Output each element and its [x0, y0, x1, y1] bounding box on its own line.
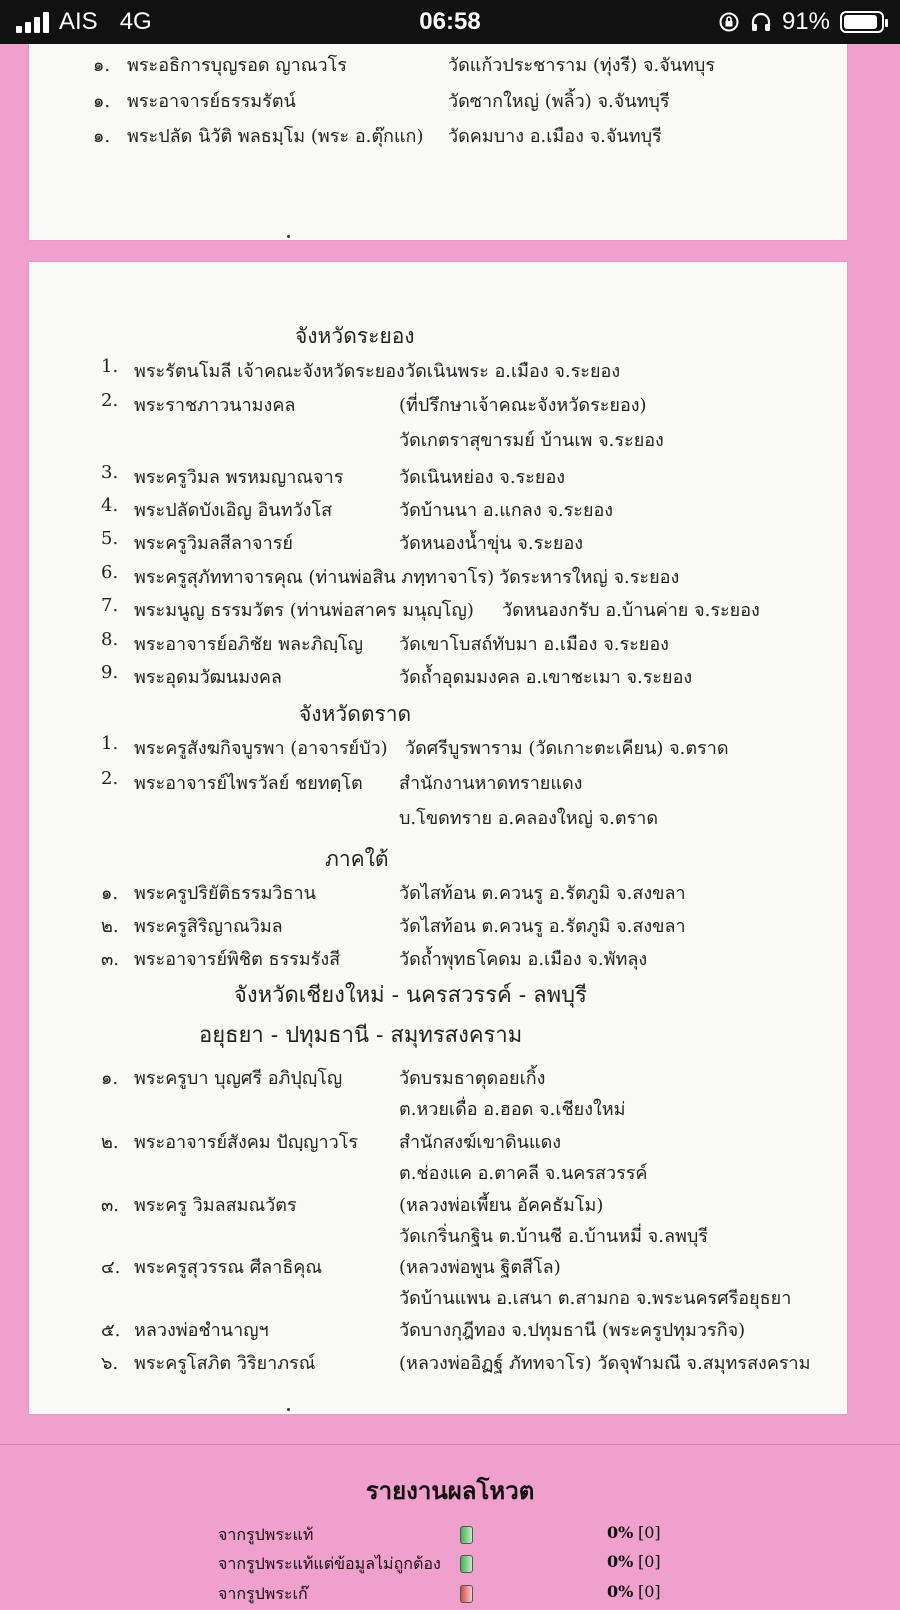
list-number: 7. — [101, 595, 119, 616]
monk-name: พระครูสิริญาณวิมล — [134, 916, 283, 937]
monk-name: พระอาจารย์พิชิต ธรรมรังสี — [134, 949, 341, 970]
list-number: ๑. — [93, 126, 111, 147]
list-number: ๕. — [101, 1320, 121, 1341]
monk-name: หลวงพ่อชำนาญฯ — [134, 1320, 269, 1341]
temple-location: (ที่ปรึกษาเจ้าคณะจังหวัดระยอง) — [399, 395, 647, 416]
monk-name: พระครูบา บุญศรี อภิปุญฺโญ — [134, 1068, 343, 1089]
temple-location: วัดเกตราสุขารมย์ บ้านเพ จ.ระยอง — [399, 430, 664, 451]
monk-name: พระมนูญ ธรรมวัตร (ท่านพ่อสาคร มนุญฺโญ) — [134, 600, 474, 621]
list-number: 8. — [101, 629, 119, 650]
list-number: ๓. — [101, 1195, 120, 1216]
temple-location: วัดบรมธาตุดอยเกิ้ง — [399, 1068, 546, 1089]
monk-name: พระครูวิมลสีลาจารย์ — [134, 533, 293, 554]
monk-name: พระปลัดบังเอิญ อินทวังโส — [134, 500, 333, 521]
vote-count: [0] — [638, 1582, 661, 1601]
list-number: 2. — [101, 390, 119, 411]
temple-location: วัดคมบาง อ.เมือง จ.จันทบุรี — [448, 126, 662, 147]
list-number: ๖. — [101, 1353, 119, 1374]
monk-name: พระอาจารย์ธรรมรัตน์ — [127, 91, 296, 112]
temple-location: วัดบางกุฎีทอง จ.ปทุมธานี (พระครูปทุมวรกิจ) — [399, 1320, 746, 1341]
monk-name: พระครู วิมลสมณวัตร — [134, 1195, 297, 1216]
list-number: ๑. — [101, 1068, 119, 1089]
vote-count: [0] — [638, 1552, 661, 1571]
vote-label: จากรูปพระเก๊ — [218, 1584, 308, 1603]
monk-name: พระอาจารย์ไพรวัลย์ ชยทตฺโต — [134, 773, 363, 794]
vote-label: จากรูปพระแท้แต่ข้อมูลไม่ถูกต้อง — [218, 1554, 441, 1573]
clock: 06:58 — [419, 8, 481, 35]
orientation-lock-icon — [718, 11, 740, 33]
battery-icon — [840, 11, 884, 33]
list-number: ๔. — [101, 1257, 121, 1278]
monk-name: พระครูวิมล พรหมญาณจาร — [134, 467, 344, 488]
temple-location: วัดเนินพระ อ.เมือง จ.ระยอง — [405, 361, 621, 382]
temple-location: วัดเกริ่นกฐิน ต.บ้านชี อ.บ้านหมี่ จ.ลพบุรี — [399, 1226, 708, 1247]
list-number: ๓. — [101, 949, 120, 970]
vote-report — [0, 1444, 900, 1601]
section-heading: จังหวัดตราด — [299, 702, 412, 726]
temple-location: วัดซากใหญ่ (พลิ้ว) จ.จันทบุรี — [448, 91, 670, 112]
temple-location: วัดถ้ำพุทธโคดม อ.เมือง จ.พัทลุง — [399, 949, 648, 970]
temple-location: ต.ช่องแค อ.ตาคลี จ.นครสวรรค์ — [399, 1163, 648, 1184]
list-number: 1. — [101, 356, 119, 377]
temple-location: บ.โขดทราย อ.คลองใหญ่ จ.ตราด — [399, 808, 659, 829]
status-light-icon — [460, 1585, 473, 1603]
temple-location: วัดหนองน้ำขุ่น จ.ระยอง — [399, 533, 584, 554]
list-number: ๒. — [101, 916, 119, 937]
vote-label: จากรูปพระแท้ — [218, 1525, 314, 1544]
scan-mark — [287, 235, 290, 238]
vote-percent: 0% — [607, 1582, 634, 1601]
monk-name: พระอาจารย์สังคม ปัญฺญาวโร — [134, 1132, 359, 1153]
temple-location: วัดแก้วประชาราม (ทุ่งรี) จ.จันทบุร — [448, 55, 716, 76]
temple-location: (หลวงพ่ออิฏฐ์ ภัททจาโร) วัดจุฬามณี จ.สมุทรสงคราม — [399, 1353, 811, 1374]
temple-location: สำนักสงฆ์เขาดินแดง — [399, 1132, 562, 1153]
status-bar — [0, 0, 900, 44]
temple-location: วัดบ้านนา อ.แกลง จ.ระยอง — [399, 500, 614, 521]
monk-name: พระราชภาวนามงคล — [134, 395, 296, 416]
list-number: 1. — [101, 733, 119, 754]
document-page-1 — [29, 44, 847, 240]
list-number: 9. — [101, 662, 119, 683]
network-label: 4G — [119, 8, 152, 35]
monk-name: พระรัตนโมลี เจ้าคณะจังหวัดระยอง — [134, 361, 405, 382]
section-heading: ภาคใต้ — [325, 847, 389, 871]
monk-name: พระอุดมวัฒนมงคล — [134, 667, 282, 688]
temple-location: สำนักงานหาดทรายแดง — [399, 773, 583, 794]
monk-name: พระอธิการบุญรอด ญาณวโร — [127, 55, 347, 76]
temple-location: วัดหนองกรับ อ.บ้านค่าย จ.ระยอง — [502, 600, 760, 621]
vote-percent: 0% — [607, 1552, 634, 1571]
list-number: 4. — [101, 495, 119, 516]
monk-name: พระครูโสภิต วิริยาภรณ์ — [134, 1353, 316, 1374]
document-page-2 — [29, 262, 847, 1414]
list-number: ๑. — [93, 55, 111, 76]
status-light-icon — [460, 1526, 473, 1544]
vote-row — [0, 1582, 900, 1610]
monk-name: พระอาจารย์อภิชัย พละภิญฺโญ — [134, 634, 363, 655]
temple-location: ต.หวยเดื่อ อ.ฮอด จ.เชียงใหม่ — [399, 1099, 626, 1120]
list-number: ๑. — [101, 883, 119, 904]
section-heading: จังหวัดเชียงใหม่ - นครสวรรค์ - ลพบุรี — [234, 983, 587, 1008]
vote-report-title: รายงานผลโหวต — [365, 1477, 535, 1505]
monk-name: พระครูสุวรรณ ศีลาธิคุณ — [134, 1257, 323, 1278]
monk-name: พระปลัด นิวัติ พลธมฺโม (พระ อ.ตุ๊กแก) — [127, 126, 424, 147]
temple-location: วัดศรีบูรพาราม (วัดเกาะตะเคียน) จ.ตราด — [405, 738, 729, 759]
monk-name: พระครูสุภัททาจารคุณ (ท่านพ่อสิน ภทฺทาจาโร) — [134, 567, 495, 588]
battery-percent: 91% — [781, 8, 830, 35]
monk-name: พระครูสังฆกิจบูรพา (อาจารย์บัว) — [134, 738, 388, 759]
vote-row — [0, 1523, 900, 1551]
temple-location: วัดระหารใหญ่ จ.ระยอง — [499, 567, 680, 588]
vote-row — [0, 1552, 900, 1580]
headphones-icon — [750, 11, 772, 33]
status-light-icon — [460, 1555, 473, 1573]
vote-percent: 0% — [607, 1523, 634, 1542]
section-heading: จังหวัดระยอง — [295, 324, 415, 348]
list-number: 5. — [101, 528, 119, 549]
section-heading: อยุธยา - ปทุมธานี - สมุทรสงคราม — [199, 1023, 523, 1048]
temple-location: วัดไสท้อน ต.ควนรู อ.รัตภูมิ จ.สงขลา — [399, 916, 686, 937]
list-number: ๑. — [93, 91, 111, 112]
carrier-label: AIS — [59, 8, 98, 35]
list-number: 3. — [101, 462, 119, 483]
temple-location: วัดบ้านแพน อ.เสนา ต.สามกอ จ.พระนครศรีอยุธยา — [399, 1288, 792, 1309]
list-number: 2. — [101, 768, 119, 789]
temple-location: (หลวงพ่อพูน ฐิตสีโล) — [399, 1257, 561, 1278]
temple-location: (หลวงพ่อเพี้ยน อัคคธัมโม) — [399, 1195, 604, 1216]
temple-location: วัดเขาโบสถ์ทับมา อ.เมือง จ.ระยอง — [399, 634, 669, 655]
temple-location: วัดถ้ำอุดมมงคล อ.เขาชะเมา จ.ระยอง — [399, 667, 693, 688]
list-number: 6. — [101, 562, 119, 583]
scan-mark — [287, 1408, 290, 1411]
list-number: ๒. — [101, 1132, 119, 1153]
vote-count: [0] — [638, 1523, 661, 1542]
monk-name: พระครูปริยัติธรรมวิธาน — [134, 883, 316, 904]
temple-location: วัดไสท้อน ต.ควนรู อ.รัตภูมิ จ.สงขลา — [399, 883, 686, 904]
temple-location: วัดเนินหย่อง จ.ระยอง — [399, 467, 566, 488]
